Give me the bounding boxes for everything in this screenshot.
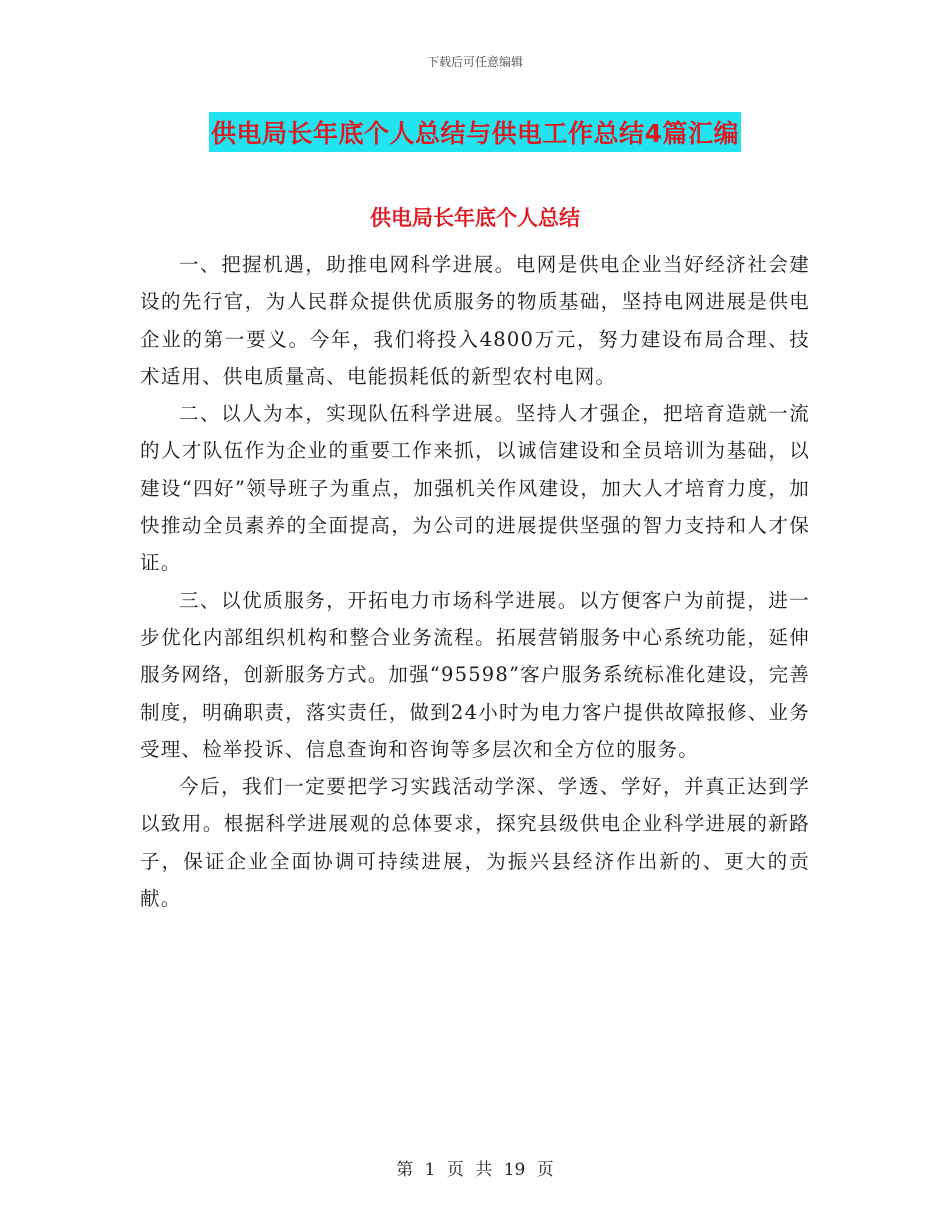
paragraph: 三、以优质服务，开拓电力市场科学进展。以方便客户为前提，进一步优化内部组织机构和整合业务流程。拓展营销服务中心系统功能，延伸服务网络，创新服务方式。加强“95598”客户服务系统标准化建设，完善制度，明确职责，落实责任，做到24小时为电力客户提供故障报修、业务受理、检举投诉、信息查询和咨询等多层次和全方位的服务。: [140, 588, 810, 761]
document-body: [140, 246, 810, 917]
paragraph: 今后，我们一定要把学习实践活动学深、学透、学好，并真正达到学以致用。根据科学进展观的总体要求，探究县级供电企业科学进展的新路子，保证企业全面协调可持续进展，为振兴县经济作出新的、更大的贡献。: [140, 775, 810, 911]
document-title: 供电局长年底个人总结与供电工作总结4篇汇编: [209, 112, 741, 152]
header-note: 下载后可任意编辑: [426, 55, 523, 69]
section-title: 供电局长年底个人总结: [370, 206, 580, 230]
paragraph: 二、以人为本，实现队伍科学进展。坚持人才强企，把培育造就一流的人才队伍作为企业的重要工作来抓，以诚信建设和全员培训为基础，以建设“四好”领导班子为重点，加强机关作风建设，加大人才培育力度，加快推动全员素养的全面提高，为公司的进展提供坚强的智力支持和人才保证。: [140, 402, 810, 575]
paragraph: 一、把握机遇，助推电网科学进展。电网是供电企业当好经济社会建设的先行官，为人民群众提供优质服务的物质基础，坚持电网进展是供电企业的第一要义。今年，我们将投入4800万元，努力建设布局合理、技术适用、供电质量高、电能损耗低的新型农村电网。: [140, 253, 810, 388]
document-title-wrapper: [0, 112, 950, 152]
page-number: 第 1 页 共 19 页: [396, 1160, 554, 1180]
